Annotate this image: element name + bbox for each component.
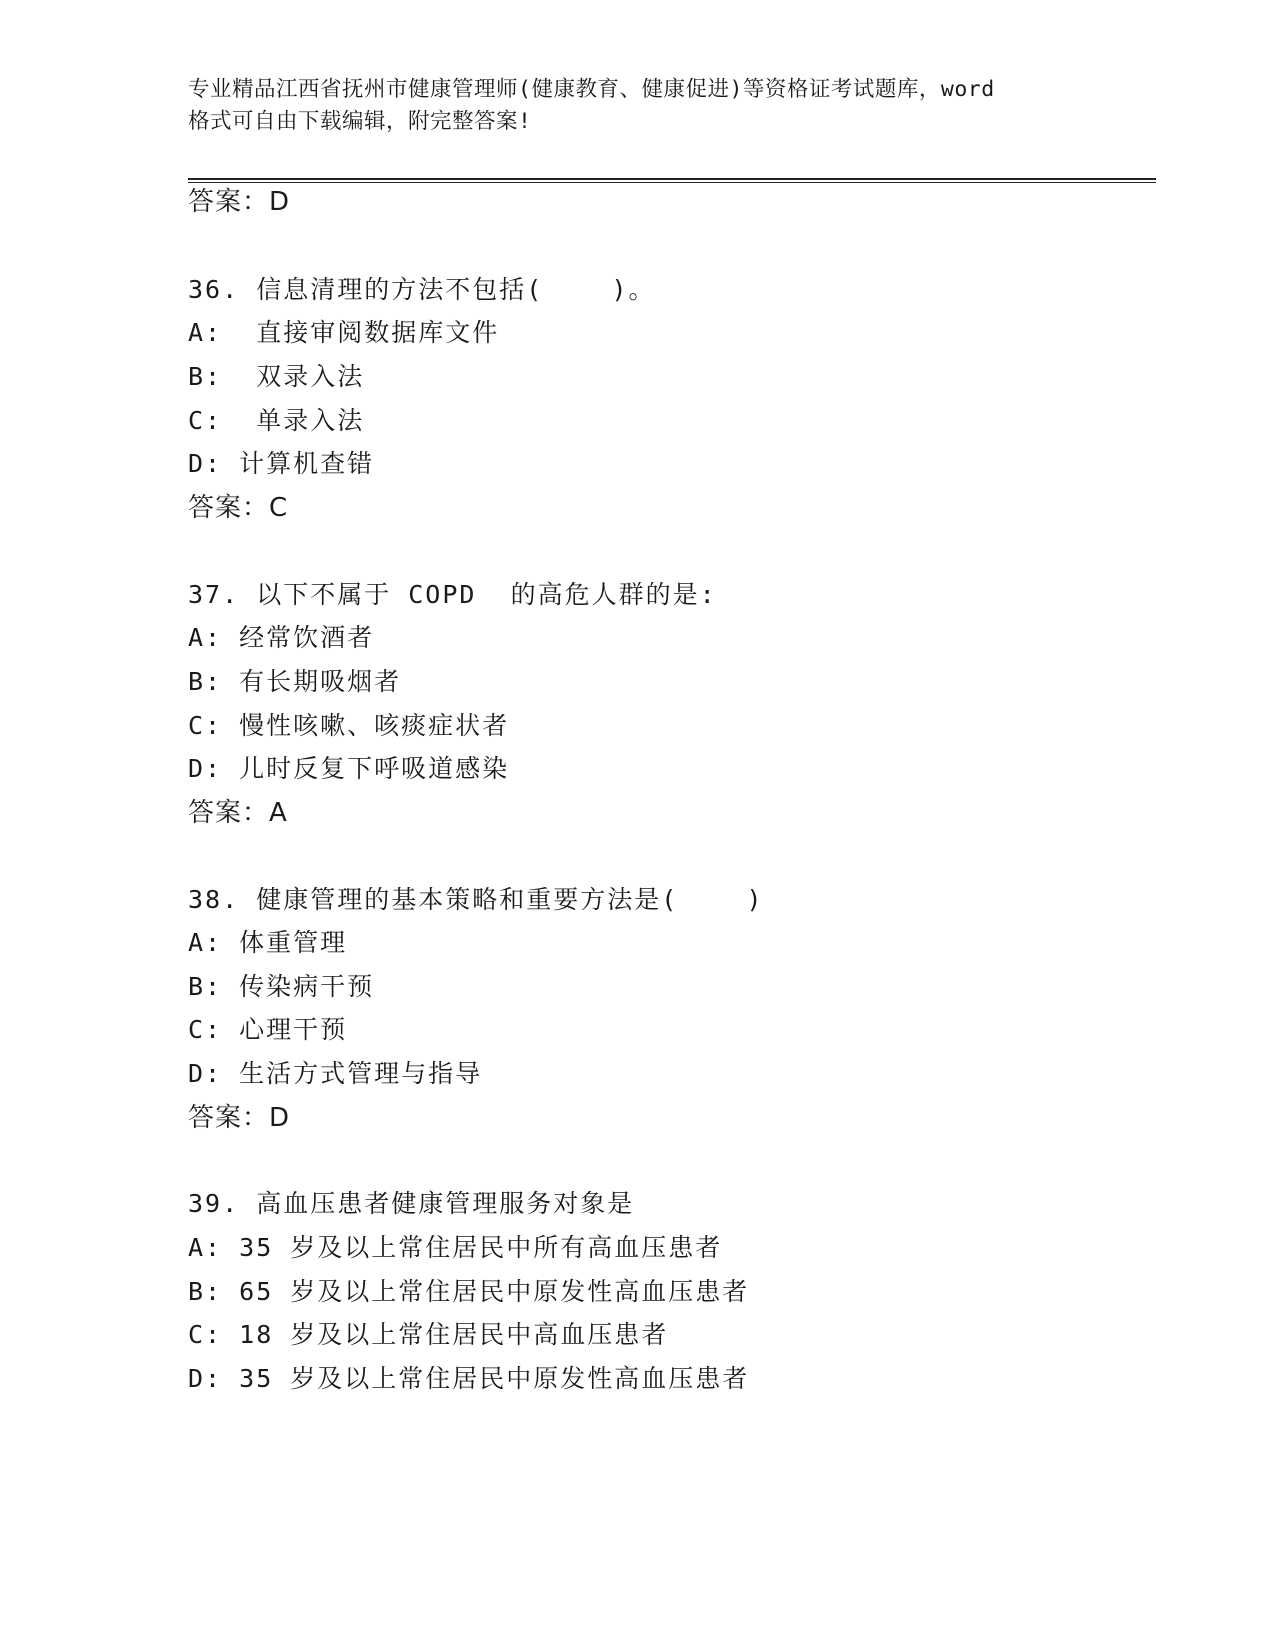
question-stem: 39. 高血压患者健康管理服务对象是 <box>188 1189 635 1218</box>
question-stem: 36. 信息清理的方法不包括( )。 <box>188 275 656 304</box>
option-b: B: 65 岁及以上常住居民中原发性高血压患者 <box>188 1277 750 1306</box>
page-header <box>188 74 1088 138</box>
option-b: B: 有长期吸烟者 <box>188 667 402 696</box>
question-stem: 38. 健康管理的基本策略和重要方法是( ) <box>188 885 764 914</box>
header-divider-thin <box>188 182 1156 183</box>
option-c: C: 18 岁及以上常住居民中高血压患者 <box>188 1320 669 1349</box>
question-stem: 37. 以下不属于 COPD 的高危人群的是: <box>188 580 717 609</box>
option-a: A: 经常饮酒者 <box>188 623 375 652</box>
answer: 答案：D <box>188 1103 291 1133</box>
prev-answer: 答案：D <box>188 187 291 217</box>
option-d: D: 35 岁及以上常住居民中原发性高血压患者 <box>188 1364 750 1393</box>
answer: 答案：C <box>188 493 289 523</box>
header-line-2: 格式可自由下载编辑，附完整答案! <box>188 109 532 134</box>
option-c: C: 单录入法 <box>188 406 365 435</box>
header-line-1: 专业精品江西省抚州市健康管理师(健康教育、健康促进)等资格证考试题库，word <box>188 77 995 102</box>
option-d: D: 儿时反复下呼吸道感染 <box>188 754 510 783</box>
option-d: D: 计算机查错 <box>188 449 375 478</box>
option-a: A: 35 岁及以上常住居民中所有高血压患者 <box>188 1233 723 1262</box>
option-b: B: 传染病干预 <box>188 972 375 1001</box>
option-b: B: 双录入法 <box>188 362 365 391</box>
option-c: C: 心理干预 <box>188 1015 348 1044</box>
header-divider <box>188 178 1156 180</box>
option-a: A: 直接审阅数据库文件 <box>188 318 500 347</box>
answer: 答案：A <box>188 798 288 828</box>
option-c: C: 慢性咳嗽、咳痰症状者 <box>188 711 510 740</box>
option-d: D: 生活方式管理与指导 <box>188 1059 483 1088</box>
option-a: A: 体重管理 <box>188 928 348 957</box>
